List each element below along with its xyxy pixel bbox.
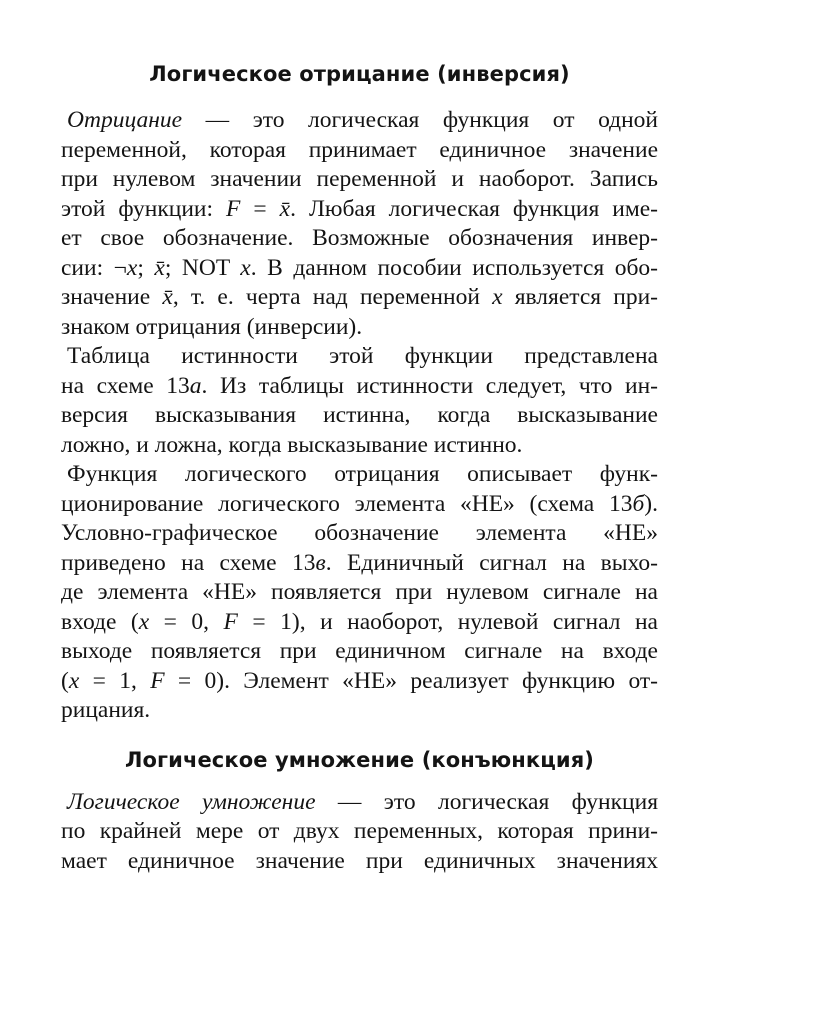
text-line: Отрицание — это логическая функция от одной <box>67 107 658 133</box>
text-line: рицания. <box>61 697 151 723</box>
section-heading-conjunction: Логическое умножение (конъюнкция) <box>124 747 594 772</box>
text-line: на схеме 13а. Из таблицы истинности следует, что ин- <box>61 372 658 399</box>
text-line: переменной, которая принимает единичное значение <box>61 136 658 163</box>
text-line: ложно, и ложна, когда высказывание истинно. <box>61 431 523 458</box>
section-heading-negation: Логическое отрицание (инверсия) <box>149 62 570 86</box>
text-line: Таблица истинности этой функции представлена <box>67 343 658 369</box>
text-line: ционирование логического элемента «НЕ» (схема 13б). <box>61 490 658 517</box>
paragraph-not-element <box>61 460 658 726</box>
text-line: Функция логического отрицания описывает функ- <box>67 461 658 487</box>
text-line: по крайней мере от двух переменных, которая прини- <box>61 818 658 844</box>
text-line: Условно-графическое обозначение элемента «НЕ» <box>61 520 658 546</box>
text-column <box>61 60 658 876</box>
text-line: Логическое умножение — это логическая функция <box>67 788 659 815</box>
text-line: выходе появляется при единичном сигнале на входе <box>61 638 658 664</box>
text-line: приведено на схеме 13в. Единичный сигнал на выхо- <box>61 549 658 576</box>
paragraph-conjunction-definition <box>61 788 658 877</box>
text-line: мает единичное значение при единичных значениях <box>61 847 658 874</box>
text-line: знаком отрицания (инверсии). <box>61 313 363 340</box>
text-line: (x = 1, F = 0). Элемент «НЕ» реализует функцию от- <box>61 667 658 694</box>
text-line: этой функции: F = x̄. Любая логическая функция име- <box>61 195 658 222</box>
text-line: при нулевом значении переменной и наоборот. Запись <box>61 166 658 192</box>
text-line: значение x̄, т. е. черта над переменной x является при- <box>61 284 658 310</box>
text-line: ет свое обозначение. Возможные обозначения инвер- <box>61 225 658 251</box>
text-line: версия высказывания истинна, когда высказывание <box>61 402 658 428</box>
text-line: де элемента «НЕ» появляется при нулевом сигнале на <box>61 579 658 605</box>
text-line: сии: ¬x; x̄; NOT x. В данном пособии используется обо- <box>61 254 659 281</box>
paragraph-truth-table <box>61 342 658 460</box>
text-line: входе (x = 0, F = 1), и наоборот, нулевой сигнал на <box>61 608 658 635</box>
paragraph-negation-definition <box>61 106 658 342</box>
